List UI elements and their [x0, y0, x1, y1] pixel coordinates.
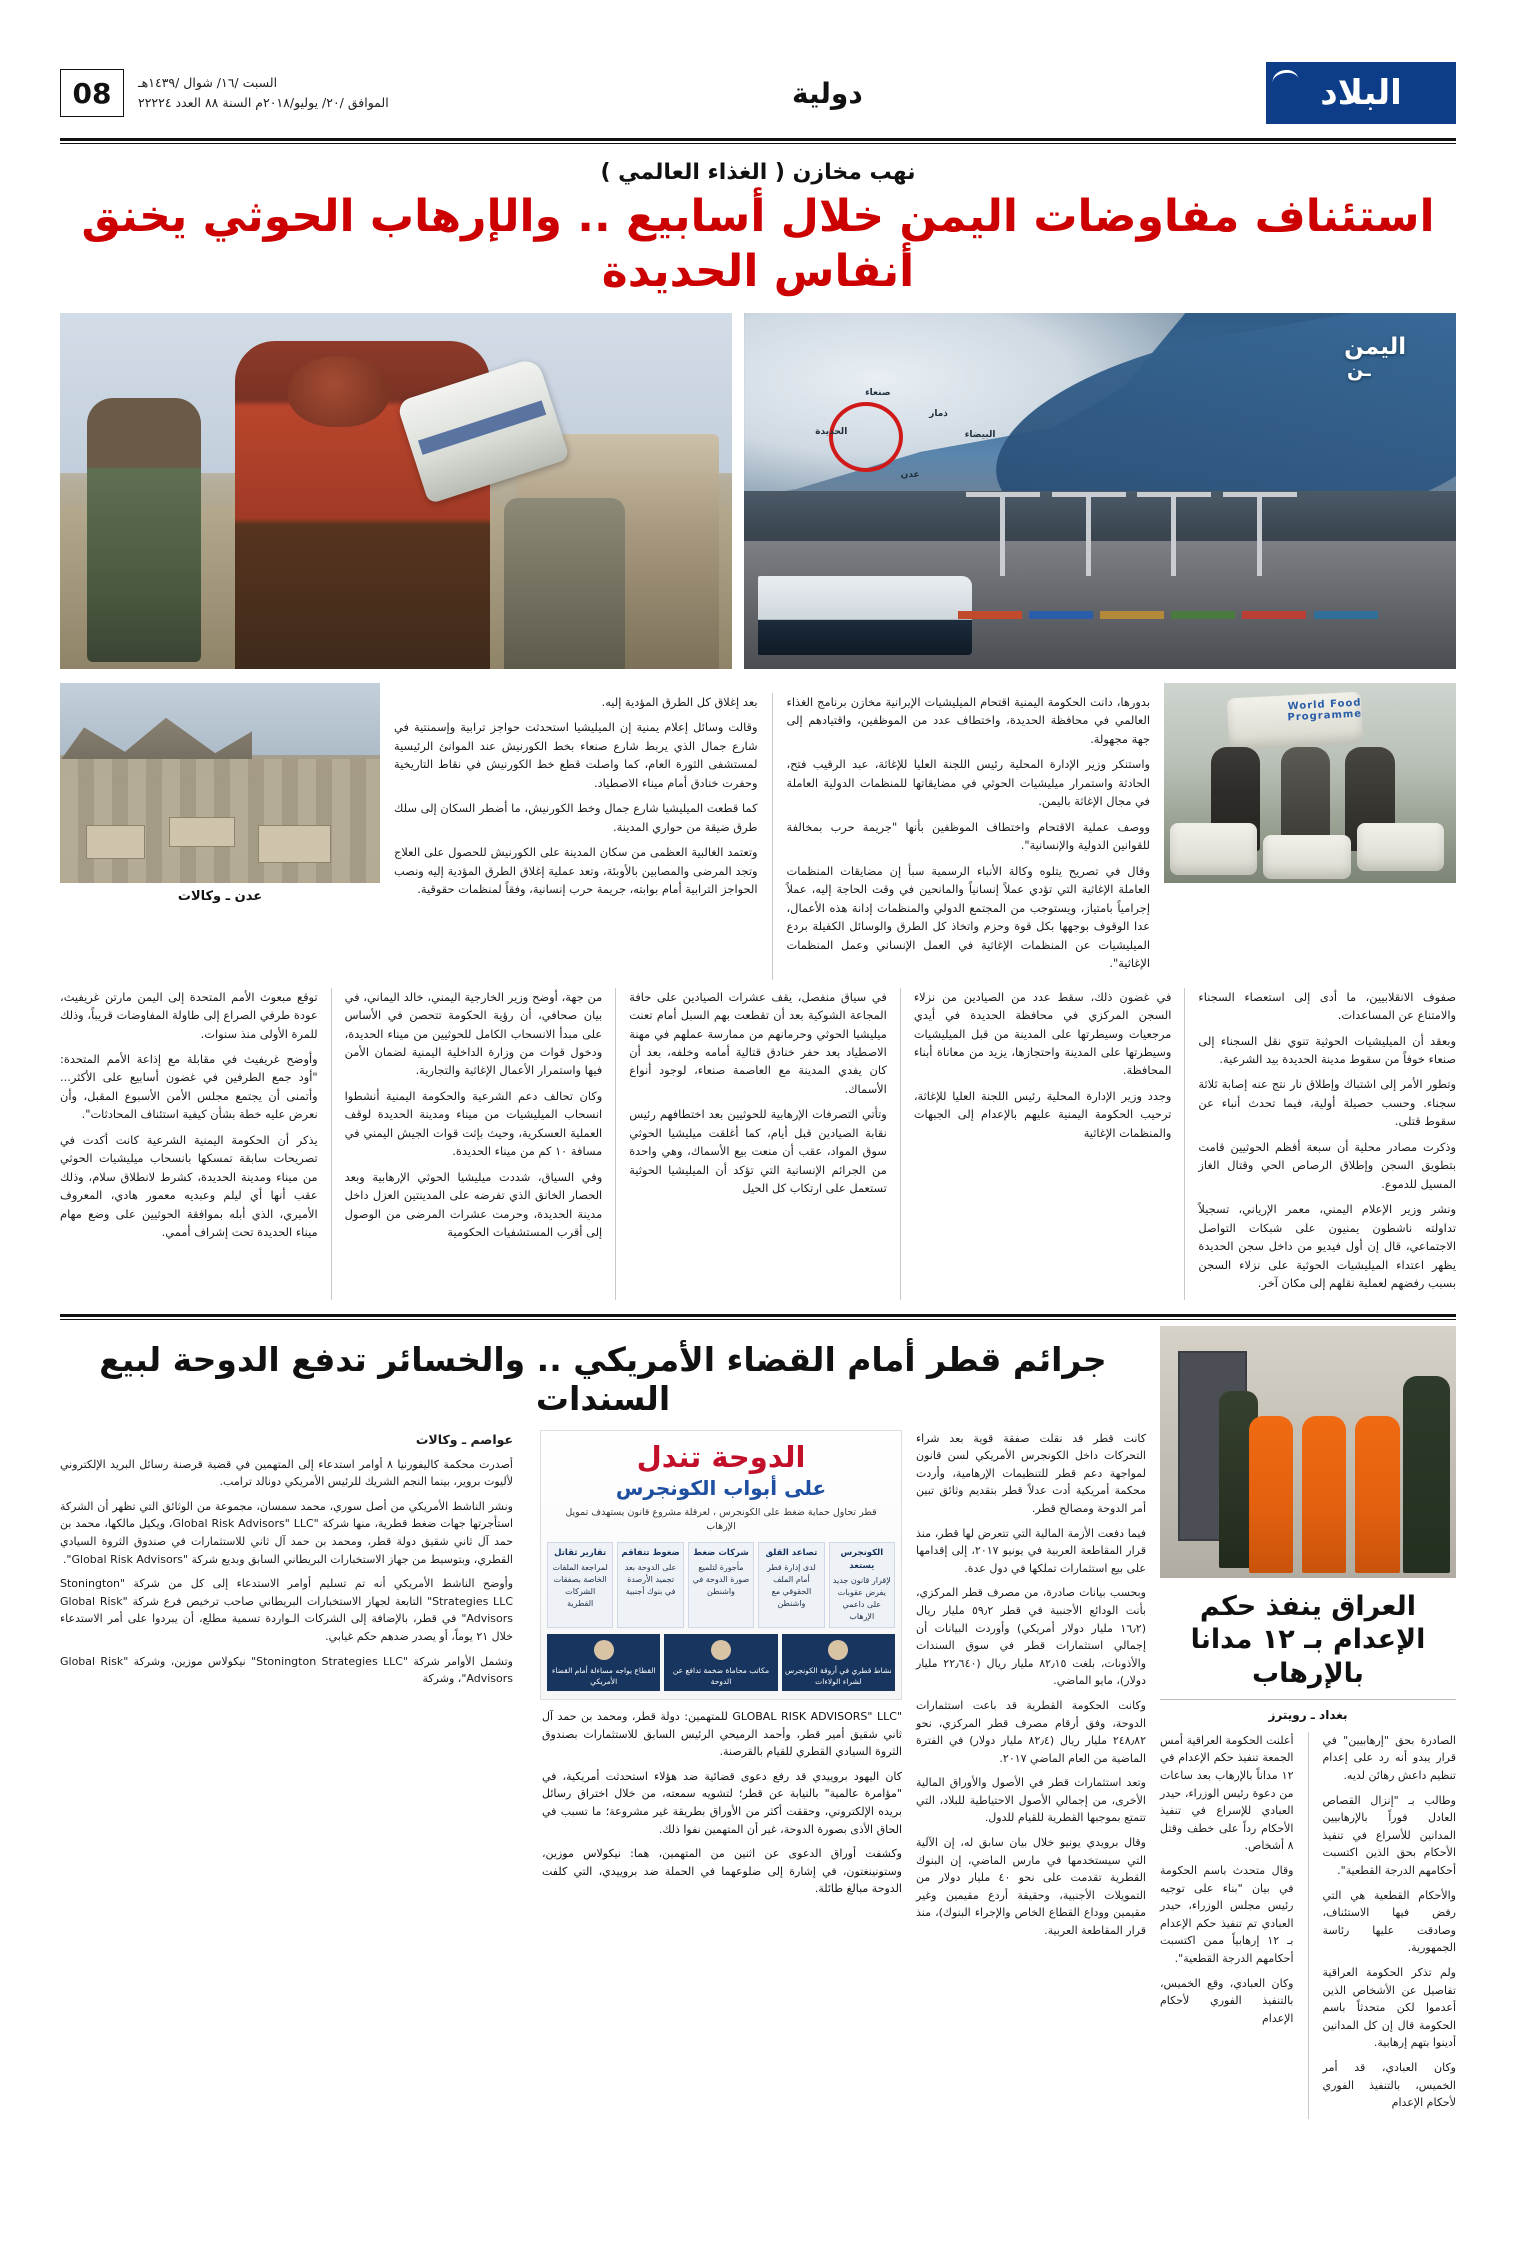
column-separator	[615, 988, 616, 1300]
iraq-byline: بغداد ـ رويترز	[1268, 1707, 1348, 1722]
aden-city-rooftops-photo	[60, 683, 380, 980]
column-separator	[1308, 1732, 1309, 2119]
qatar-byline: عواصم ـ وكالات	[415, 1431, 513, 1447]
ad-cell: شركات ضغط مأجورة لتلميع صورة الدوحة في واشنطن	[688, 1542, 754, 1628]
logo-text: البلاد	[1320, 73, 1402, 113]
ad-info-grid	[541, 1542, 901, 1634]
masthead	[60, 0, 1456, 134]
mid-text-columns	[394, 683, 1150, 980]
hairline	[1160, 1699, 1456, 1700]
lead-body-col-5: توقع مبعوث الأمم المتحدة إلى اليمن مارتن غريفيث، عودة طرفي الصراع إلى طاولة المفاوضات قريباً، وذلك للمرة الأولى منذ سنوات. وأوضح غريفيث في مقابلة مع إذاعة الأمم المتحدة: "أود جمع الطرفين في غضون أسابيع على الأكثر... وأتمنى أن يجتمع مجلس الأمن الأسبوع المقبل، وأن نعرض عليه خطة بشأن كيفية استئناف المحادثات". يذكر أن الحكومة اليمنية الشرعية كانت أكدت في تصريحات سابقة تمسكها بانسحاب ميليشيات الحوثي من ميناء ومدينة الحديدة، كشرط لانطلاق سلام، وذلك عقب أنها أي ليلم وعبديه معمور هادي، المعروف الأميري، الذي أبله بموافقة الحوثيين على وضع مهام ميناء الحديدة تحت إشراف أممي.	[60, 989, 318, 1240]
page-number: 08	[60, 69, 124, 117]
qatar-body-col-mid: "GLOBAL RISK ADVISORS" LLC للمتهمين: دولة قطر، ومحمد بن حمد آل ثاني شقيق أمير قطر، وأحمد الرميحي الرئيس السابق للاستثمارات بصندوق الثروة السيادي القطري للقيام بالقرصنة. كان اليهود بروييدي قد رفع دعوى قضائية ضد هؤلاء استحدثت أمريكية، في "مؤامرة عالمية" بالنيابة عن قطر؛ لتشويه سمعته، من خلال اختراق رسائل بريده الإلكتروني، وحققت أكثر من الأوراق بطريقة غير مشروعة؛ ما تسبب في الحاق الأذى بصورة الدوحة، غير أن المتهمين نفوا ذلك. وكشفت أوراق الدعوى عن اثنين من المتهمين، هما: نيكولاس موزين، وستونينغتون، في إشارة إلى ضلوعهما في الحملة ضد بروييدي، التي كلفت الدوحة مبالغ طائلة.	[542, 1709, 902, 1896]
iraq-headline: العراق ينفذ حكم الإعدام بـ ١٢ مدانا بالإرهاب	[1190, 1590, 1426, 1690]
ad-cell: ضغوط تتفاقم على الدوحة بعد تجميد الأرصدة في بنوك أجنبية	[617, 1542, 683, 1628]
ad-portrait-row	[541, 1634, 901, 1699]
masthead-rule-thin	[60, 143, 1456, 144]
lead-body-col-4: من جهة، أوضح وزير الخارجية اليمني، خالد اليماني، في بيان صحافي، أن رؤية الحكومة تتحصن في الأساس على مبدأ الانسحاب الكامل للحوثيين من ميناء الحديدة، ودخول قوات من وزارة الداخلية اليمنية لضمان الأمن فيها واستمرار الأعمال الإغاثية والتجارية. وكان تحالف دعم الشرعية والحكومة اليمنية أنشطوا انسحاب الميليشيات من ميناء ومدينة الحديدة لوقف العملية العسكرية، وحيث بإثت قوات الجيش اليمني في مسافة ١٠ كم من ميناء الحديدة. وفي السياق، شددت ميليشيا الحوثي الإرهابية وبعد الحصار الخانق الذي تفرضه على المدينتين العزل داخل مدينة الحديدة، وحرمت عشرات المرضى من الوصول إلى أقرب المستشفيات الحكومية	[344, 989, 603, 1240]
qatar-body-col-right: عواصم ـ وكالات أصدرت محكمة كاليفورنيا ٨ أوامر استدعاء إلى المتهمين في قضية قرصنة رسائل البريد الإلكتروني لأليوت بروير، بينما النجم الشريك للرئيس الأمريكي دونالد ترامب. ونشر الناشط الأمريكي من أصل سوري، محمد سمسان، مجموعة من الوثائق التي تظهر أن الشركة استأجرتها جهات ضغط قطرية، منها شركة "Global Risk Advisors" LLC، ويكيل مالكها، محمد بن حمد آل ثاني شقيق دولة قطر، ومحمد بن حمد آل ثاني للاستثمارات في صندوق الثروة السيادي القطري، وبتوسيط من جهاز الاستخبارات البريطاني السابق وبديع شركة "Global Risk Advisors". وأوضح الناشط الأمريكي أنه تم تسليم أوامر الاستدعاء إلى كل من شركة "Stonington Strategies LLC" التابعة لجهاز الاستخبارات البريطاني صاحب ترخيص فرع شركة "Global Risk Advisors" في قطر، بالإضافة إلى الشركات الـواردة تسمية مطلع، أن يبردوا على أمر الاستدعاء خلال ٢١ يوماً، أو يصدر ضدهم حكم غيابي. وتشمل الأوامر شركة "Stonington Strategies LLC" نيكولاس موزين، وشركة "Global Risk Advisors"، وشركة	[60, 1431, 513, 1686]
date-gregorian: الموافق /٢٠/ يوليو/٢٠١٨م السنة ٨٨ العدد ٢٢٢٢٤	[138, 95, 389, 110]
avatar	[594, 1640, 614, 1660]
lead-body-col-3b: في سياق منفصل، يقف عشرات الصيادين على حافة المجاعة الشوكية بعد أن تقطعت بهم السبل أمام تعنت ميليشيا الحوثي وحرمانهم من ممارسة عملهم في مهنة الاصطياد بعد حفر خنادق قتالية أمامه وخلفه، بعد أن كان يفدي المدينة مع العاصمة صنعاء، لوجود أنواع الأسماك. وتأتي التصرفات الإرهابية للحوثيين بعد اختطافهم رئيس نقابة الصيادين قبل أيام، كما أغلقت ميليشيا الحوثي سوق المواد، عقب أن منعت بيع الأسماك، وهي واحدة من الجرائم الإنسانية التي تؤكد أن الميليشيا الحوثية تستعمل على ارتكاب كل الحيل	[629, 989, 887, 1196]
ad-subtitle: على أبواب الكونجرس	[615, 1475, 827, 1500]
avatar	[828, 1640, 848, 1660]
qatar-body-col-left: كانت قطر قد نقلت صفقة قوية بعد شراء التحركات داخل الكونجرس الأمريكي لسن قانون لمواجهة دعم قطر للتنظيمات الإرهامية، وأردت محكمة أمريكية أدت عدلاً قطر بتقديم وثائق تبين أمر الدوحة ومصالح قطر. فيما دفعت الأزمة المالية التي تتعرض لها قطر، منذ قرار المقاطعة العربية في يونيو ٢٠١٧، إلى إقدامها على بيع استثمارات تملكها في دول عدة. وبحسب بيانات صادرة، من مصرف قطر المركزي، بأنت الودائع الأجنبية في قطر ٥٩٫٢ مليار ريال (١٦٫٢ مليار دولار أمريكي) وأوردت البيانات أن إجمالي استثمارات قطر في سوق السندات والأذونات، بلغت ٨٢٫١٥ مليار ريال (٢٢٫٦٤٠ مليار دولار)، مايو الماضي. وكانت الحكومة القطرية قد باعت استثمارات الدوحة، وفق أرقام مصرف قطر المركزي، نحو ٢٤٨٫٨٢ مليار ريال (٨٢٫٤ مليار دولار) في الفترة الماضية من العام الماضي ٢٠١٧. وتعد استثمارات قطر في الأصول والأوراق المالية الأخرى، من إجمالي الأصول الاحتياطية للبلاد، التي تتمتع بموجبها القطرية للقيام للدول. وقال برويدي يونيو خلال بيان سابق له، إن الآلية التي سيستخدمها في مارس الماضي، إن البنوك القطرية تقدمت على نحو ٤٠ مليار دولار من التمويلات الأجنبية، وحقيقة أردع مقيمين وغير مقيمين ووداع القطاع الخاص والإجراء البنوك)، منذ قرار المقاطعة العربية.	[916, 1431, 1147, 1938]
lead-kicker: نهب مخازن ( الغذاء العالمي )	[600, 160, 916, 185]
page-section-title: دولية	[792, 76, 863, 110]
lead-body-col-3: بعد إغلاق كل الطرق المؤدية إليه. وقالت وسائل إعلام يمنية إن الميليشيا استحدثت حواجز ترابية وإسمنتية في شارع جمال الذي يربط شارع صنعاء بخط الكورنيش عند الموانئ الرئيسية لمستشفى الثورة العام، كما واصلت قطع خط الكورنيش في نقاط التاريخية وحفرت خنادق أمام ميناء الاصطياد. كما قطعت الميليشيا شارع جمال وخط الكورنيش، ما أضطر السكان إلى سلك طرق ضيقة من حواري المدينة. وتعتمد الغالبية العظمى من سكان المدينة على الكورنيش للحصول على العلاج وتجد المرضى والمصابين بالأوبئة، وتعد عملية إغلاق الطرق المؤدية إليه ونصب الحواجز الترابية أمام بوابته، جريمة حرب إنسانية، وفقاً لمنظمات حقوقية.	[394, 695, 758, 897]
column-separator	[900, 988, 901, 1300]
iraq-article	[1160, 1326, 1456, 2119]
column-separator	[772, 693, 773, 980]
date-hijri: السبت /١٦/ شوال /١٤٣٩هـ	[138, 75, 278, 90]
lead-body-columns	[60, 988, 1456, 1300]
qatar-article	[60, 1326, 1146, 2119]
lead-headline: استئناف مفاوضات اليمن خلال أسابيع .. والإرهاب الحوثي يخنق أنفاس الحديدة	[81, 191, 1435, 297]
bottom-section	[60, 1326, 1456, 2119]
lead-body-col-2: بدورها، دانت الحكومة اليمنية اقتحام الميليشيات الإيرانية مخازن برنامج الغذاء العالمي في محافظة الحديدة، واختطاف عدد من الموظفين، واقتيادهم إلى جهة مجهولة. واستنكر وزير الإدارة المحلية رئيس اللجنة العليا للإغاثة، عبد الرقيب فتح، الحادثة واستمرار ميليشيات الحوثي في مضايقاتها للمنظمات الدولية العاملة في مجال الإغاثة باليمن. ووصف عملية الاقتحام واختطاف الموظفين بأنها "جريمة حرب بمخالفة للقوانين الدولية والإنسانية". وقال في تصريح يتلوه وكالة الأنباء الرسمية سبأ إن مضايقات المنظمات العاملة الإغاثية التي تؤدي عملاً إنسانياً والمانحين في وقت الحاجة إليه، عملاً إجرامياً بامتياز، ويستوجب من المجتمع الدولي والمنظمات إدانة هذه الأعمال، عدا الوقوف بوجهها بكل قوة وحزم واتخاذ كل الطرق والوسائل الكفيلة بردع الميليشيات عن المنظمات الإغاثية في العمل الإنساني وعمل المنظمات الإغاثية".	[786, 695, 1150, 971]
newspaper-logo	[1266, 62, 1456, 124]
iraq-body-col-2: أعلنت الحكومة العراقية أمس الجمعة تنفيذ حكم الإعدام في ١٢ مداناً بالإرهاب بعد ساعات من دعوة رئيس الوزراء، حيدر العبادي للإسراع في تنفيذ الأحكام رداً على خطف وقتل ٨ أشخاص. وقال متحدث باسم الحكومة في بيان "بناء على توجيه رئيس مجلس الوزراء، حيدر العبادي تم تنفيذ حكم الإعدام بـ ١٢ إرهابياً ممن اكتسبت أحكامهم الدرجة القطعية". وكان العبادي، وقع الخميس، بالتنفيذ الفوري لأحكام الإعدام	[1160, 1733, 1294, 2025]
aden-caption: عدن ـ وكالات	[177, 889, 263, 904]
ad-cell: تقارير ثقاتل لمراجعة الملفات الخاصة بصفقات الشركات القطرية	[547, 1542, 613, 1628]
lead-photo-row	[60, 313, 1456, 669]
section-divider	[60, 1314, 1456, 1317]
ad-title: الدوحة تندل	[636, 1439, 806, 1474]
lead-body-col-1: صفوف الانقلابيين، ما أدى إلى استعصاء السجناء والامتناع عن المساعدات. وبعقد أن الميليشيات الحوثية تنوي نقل السجناء إلى صنعاء خوفاً من سقوط مدينة الحديدة بيد الشرعية. وتطور الأمر إلى اشتباك وإطلاق نار نتج عنه إصابة ثلاثة سجناء. وحسب حصيلة أولية، فيما تحدث أنباء عن سقوط قتلى. وذكرت مصادر محلية أن سبعة أفظم الحوثيين قامت بتطويق السجن وإطلاق الرصاص الحي وقتال الغاز المسيل للدموع. ونشر وزير الإعلام اليمني، معمر الإرياني، تسجيلاً تداولته ناشطون يمنيون على شبكات التواصل الاجتماعي، قال إن أول فيديو من داخل سجن الحديدة يظهر اعتداء الميليشيات الحوثية على نزلاء السجن بسبب رفضهم لعملية نقلهم إلى مكان آخر.	[1198, 989, 1456, 1291]
qatar-body-col-tail	[60, 1951, 1146, 1958]
qatar-headline: جرائم قطر أمام القضاء الأمريكي .. والخسائر تدفع الدوحة لبيع السندات	[99, 1339, 1107, 1418]
ad-cell: الكونجرس يستعد لإقرار قانون جديد يفرض عقوبات على داعمي الإرهاب	[829, 1542, 895, 1628]
issue-date	[138, 73, 389, 113]
column-separator	[1184, 988, 1185, 1300]
logo-swoosh-icon	[1271, 68, 1299, 84]
ad-cell: تصاعد القلق لدى إدارة قطر أمام الملف الحقوقي مع واشنطن	[758, 1542, 824, 1628]
page-footer-space	[60, 2119, 1456, 2143]
mid-content-band	[60, 683, 1456, 980]
iraq-prison-inmates-photo	[1160, 1326, 1456, 1578]
doha-congress-ad	[542, 1430, 902, 1905]
lead-body-col-2b: في غضون ذلك، سقط عدد من الصيادين من نزلاء السجن المركزي في محافظة الحديدة في أيدي مرجعيات وسيطرتها على المدينة من قبل الميليشيات وسيطرتها على المدينة واحتجازها، يزيد من معاناة أبناء المحافظة. وجدد وزير الإدارة المحلية رئيس اللجنة العليا للإغاثة، ترحيب الحكومة اليمنية عليهم بالإعدام إلى الجبهات والمنظمات الإغاثية	[913, 989, 1172, 1140]
world-food-programme-aid-sacks-photo: World Food Programme	[1164, 683, 1456, 980]
map-highlight-circle	[829, 402, 903, 472]
ad-portrait: مكاتب محاماة ضخمة تدافع عن الدوحة	[664, 1634, 777, 1691]
yemeni-man-drinking-water-photo	[60, 313, 732, 669]
iraq-body-col-1: الصادرة بحق "إرهابيين" في قرار يبدو أنه رد على إعدام تنظيم داعش رهائن لديه. وطالب بـ "إنزال القصاص العادل فوراً بالإرهابيين المدانين للأسراع في تنفيذ الأحكام بحق الذين اكتسبت أحكامهم الدرجة القطعية". والأحكام القطعية هي التي رفض فيها الاستئناف، وصادقت عليها رئاسة الجمهورية. ولم تذكر الحكومة العراقية تفاصيل عن الأشخاص الذين أعدموا لكن متحدثاً باسم الحكومة قال إن كل المدانين أدينوا بتهم إرهابية. وكان العبادي، قد أمر الخميس، بالتنفيذ الفوري لأحكام الإعدام	[1322, 1733, 1456, 2110]
ad-portrait: نشاط قطري في أروقة الكونجرس لشراء الولاءات	[782, 1634, 895, 1691]
masthead-rule	[60, 138, 1456, 141]
map-and-hodeidah-port-photo: اليمن ـن صنعاء الحديدة ذمار البيضاء عدن	[744, 313, 1456, 669]
avatar	[711, 1640, 731, 1660]
ad-portrait: القطاع يواجه مساءلة أمام القضاء الأمريكي	[547, 1634, 660, 1691]
section-divider-thin	[60, 1319, 1456, 1320]
column-separator	[331, 988, 332, 1300]
ad-body-text: قطر تحاول حماية ضغط على الكونجرس ، لعرقلة مشروع قانون يستهدف تمويل الإرهاب	[565, 1506, 877, 1533]
